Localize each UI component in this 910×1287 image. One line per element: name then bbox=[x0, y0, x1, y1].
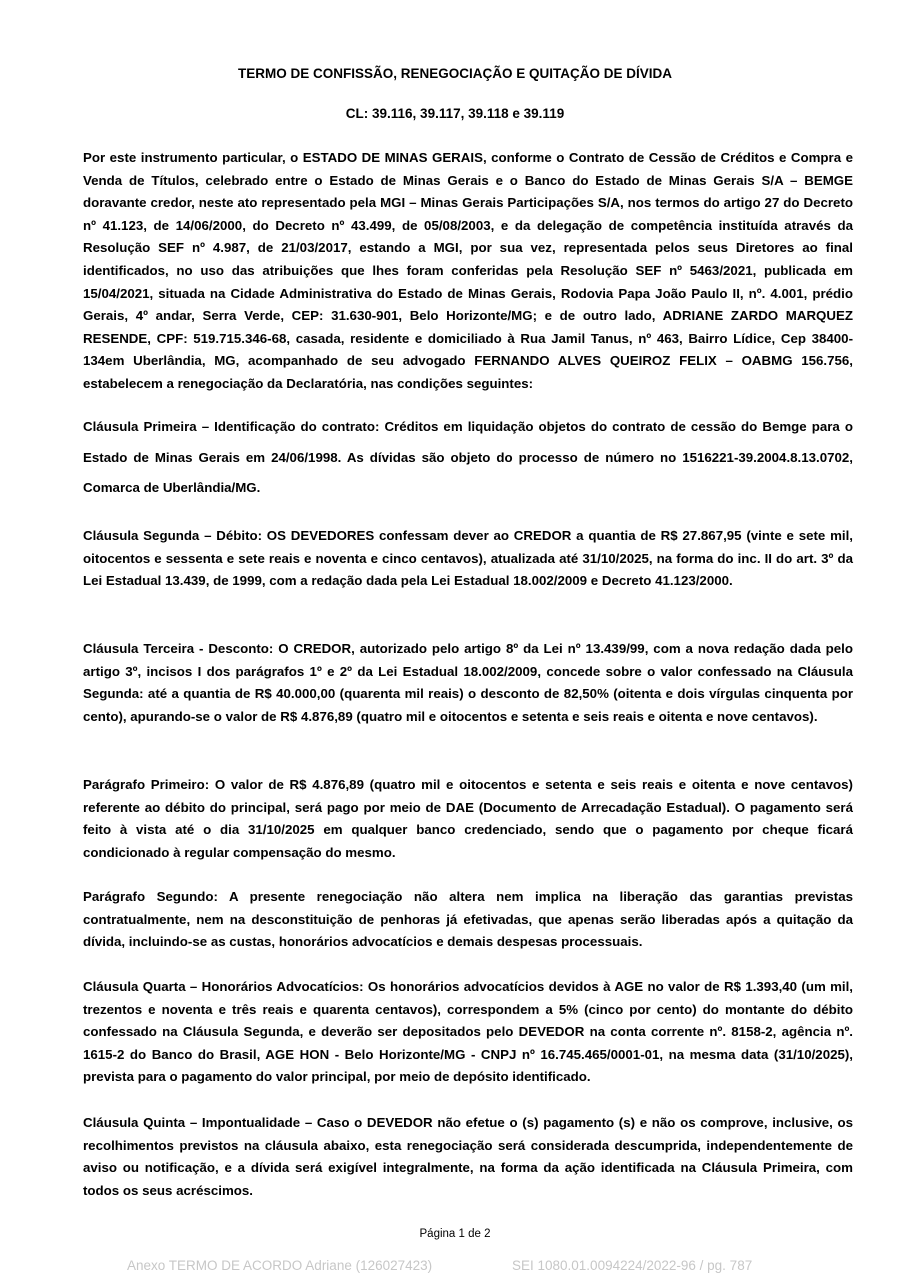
page-number: Página 1 de 2 bbox=[419, 1228, 491, 1240]
document-subtitle: CL: 39.116, 39.117, 39.118 e 39.119 bbox=[345, 106, 565, 121]
paragrafo-primeiro: Parágrafo Primeiro: O valor de R$ 4.876,89 (quatro mil e oitocentos e setenta e seis reais e oitenta e nove centavos) referente ao débito do principal, será pago por meio de DAE (Documento de Arrecadação Estadual). O pagamento será feito à vista até o dia 31/10/2025 em qualquer banco credenciado, sendo que o pagamento por cheque ficará condicionado à regular compensação do mesmo. bbox=[83, 777, 853, 860]
document-title: TERMO DE CONFISSÃO, RENEGOCIAÇÃO E QUITAÇÃO DE DÍVIDA bbox=[237, 66, 673, 81]
clausula-terceira: Cláusula Terceira - Desconto: O CREDOR, autorizado pelo artigo 8º da Lei nº 13.439/99, com a nova redação dada pelo artigo 3º, incisos I dos parágrafos 1º e 2º da Lei Estadual 18.002/2009, concede sobre o valor confessado na Cláusula Segunda: até a quantia de R$ 40.000,00 (quarenta mil reais) o desconto de 82,50% (oitenta e dois vírgulas cinquenta por cento), apurando-se o valor de R$ 4.876,89 (quatro mil e oitocentos e setenta e seis reais e oitenta e nove centavos). bbox=[83, 641, 853, 724]
sei-stamp-right: SEI 1080.01.0094224/2022-96 / pg. 787 bbox=[512, 1258, 753, 1273]
clausula-quinta: Cláusula Quinta – Impontualidade – Caso o DEVEDOR não efetue o (s) pagamento (s) e não os comprove, inclusive, os recolhimentos previstos na cláusula abaixo, esta renegociação será considerada descumprida, independentemente de aviso ou notificação, e a dívida será exigível integralmente, na forma da ação identificada na Cláusula Primeira, com todos os seus acréscimos. bbox=[83, 1115, 853, 1198]
intro-paragraph: Por este instrumento particular, o ESTADO DE MINAS GERAIS, conforme o Contrato de Cessão de Créditos e Compra e Venda de Títulos, celebrado entre o Estado de Minas Gerais e o Banco do Estado de Minas Gerais S/A – BEMGE doravante credor, neste ato representado pela MGI – Minas Gerais Participações S/A, nos termos do artigo 27 do Decreto nº 41.123, de 14/06/2000, do Decreto nº 43.499, de 05/08/2003, e da delegação de competência instituída através da Resolução SEF nº 4.987, de 21/03/2017, estando a MGI, por sua vez, representada pelos seus Diretores ao final identificados, no uso das atribuições que lhes foram conferidas pela Resolução SEF nº 5463/2021, publicada em 15/04/2021, situada na Cidade Administrativa do Estado de Minas Gerais, Rodovia Papa João Paulo II, nº. 4.001, prédio Gerais, 4º andar, Serra Verde, CEP: 31.630-901, Belo Horizonte/MG; e de outro lado, ADRIANE ZARDO MARQUEZ RESENDE, CPF: 519.715.346-68, casada, residente e domiciliado à Rua Jamil Tanus, nº 463, Bairro Lídice, Cep 38400-134em Uberlândia, MG, acompanhado de seu advogado FERNANDO ALVES QUEIROZ FELIX – OABMG 156.756, estabelecem a renegociação da Declaratória, nas condições seguintes: bbox=[83, 150, 853, 391]
paragrafo-segundo: Parágrafo Segundo: A presente renegociação não altera nem implica na liberação das garantias previstas contratualmente, nem na desconstituição de penhoras já efetivadas, que apenas serão liberadas após a quitação da dívida, incluindo-se as custas, honorários advocatícios e demais despesas processuais. bbox=[83, 889, 853, 950]
clausula-primeira: Cláusula Primeira – Identificação do contrato: Créditos em liquidação objetos do contrato de cessão do Bemge para o Estado de Minas Gerais em 24/06/1998. As dívidas são objeto do processo de número no 1516221-39.2004.8.13.0702, Comarca de Uberlândia/MG. bbox=[83, 419, 853, 495]
clausula-quarta: Cláusula Quarta – Honorários Advocatícios: Os honorários advocatícios devidos à AGE no valor de R$ 1.393,40 (um mil, trezentos e noventa e três reais e quarenta centavos), correspondem a 5% (cinco por cento) do montante do débito confessado na Cláusula Segunda, e deverão ser depositados pelo DEVEDOR na conta corrente nº. 8158-2, agência nº. 1615-2 do Banco do Brasil, AGE HON - Belo Horizonte/MG - CNPJ nº 16.745.465/0001-01, na mesma data (31/10/2025), prevista para o pagamento do valor principal, por meio de depósito identificado. bbox=[83, 979, 853, 1085]
clausula-segunda: Cláusula Segunda – Débito: OS DEVEDORES confessam dever ao CREDOR a quantia de R$ 27.867,95 (vinte e sete mil, oitocentos e sessenta e sete reais e noventa e cinco centavos), atualizada até 31/10/2025, na forma do inc. II do art. 3º da Lei Estadual 13.439, de 1999, com a redação dada pela Lei Estadual 18.002/2009 e Decreto 41.123/2000. bbox=[83, 528, 853, 589]
sei-stamp-left: Anexo TERMO DE ACORDO Adriane (126027423) bbox=[127, 1258, 433, 1273]
